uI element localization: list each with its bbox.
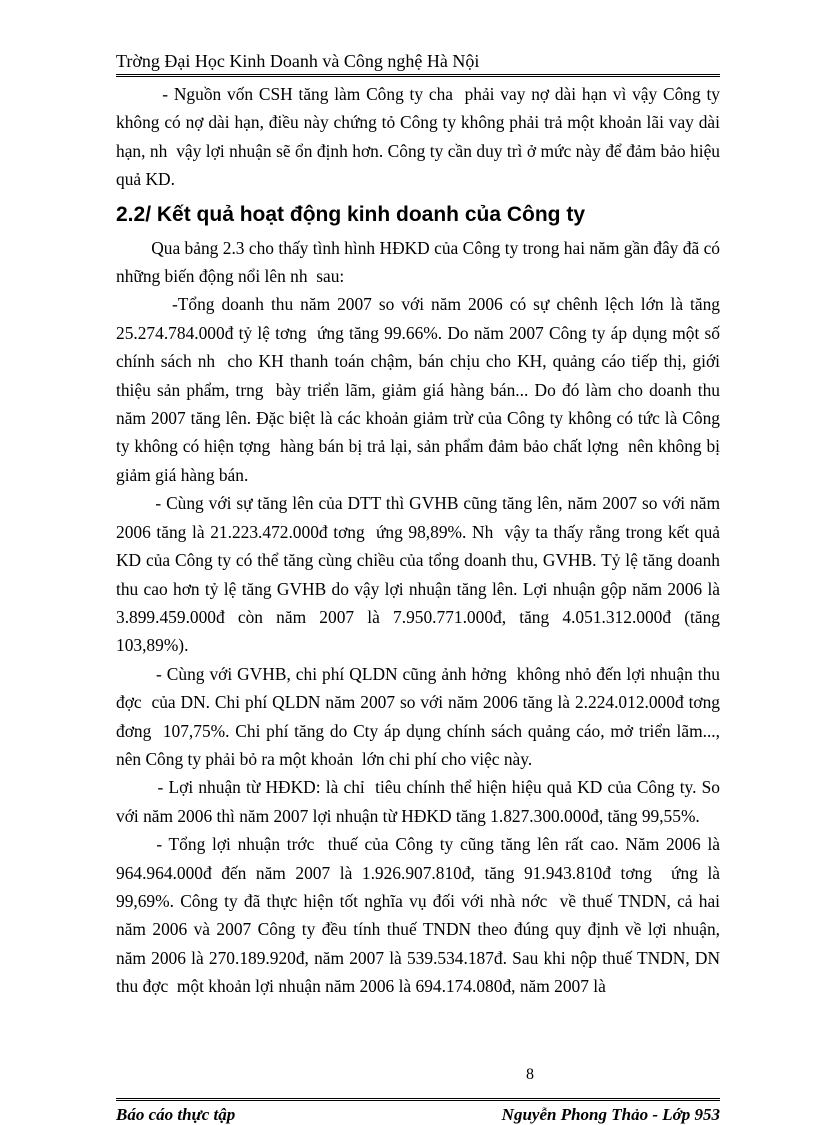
footer-left: Báo cáo thực tập (116, 1105, 236, 1124)
paragraph: - Cùng với sự tăng lên của DTT thì GVHB cũng tăng lên, năm 2007 so với năm 2006 tăng là 21.223.472.000đ tơng ứng 98,89%. Nh vậy ta thấy rằng trong kết quả KD của Công ty có thể tăng cùng chiều của tổng doanh thu, GVHB. Tỷ lệ tăng doanh thu cao hơn tỷ lệ tăng GVHB do vậy lợi nhuận tăng lên. Lợi nhuận gộp năm 2006 là 3.899.459.000đ còn năm 2007 là 7.950.771.000đ, tăng 4.051.312.000đ (tăng 103,89%). (116, 493, 725, 656)
paragraph: Qua bảng 2.3 cho thấy tình hình HĐKD của Công ty trong hai năm gần đây đã có những biến động nổi lên nh sau: (116, 237, 725, 287)
paragraph: -Tổng doanh thu năm 2007 so với năm 2006 có sự chênh lệch lớn là tăng 25.274.784.000đ tỷ lệ tơng ứng tăng 99.66%. Do năm 2007 Công ty áp dụng một số chính sách nh cho KH thanh toán chậm, bán chịu cho KH, quảng cáo tiếp thị, giới thiệu sản phẩm, trng bày triển lãm, giảm giá hàng bán... Do đó làm cho doanh thu năm 2007 tăng lên. Đặc biệt là các khoản giảm trừ của Công ty không có tức là Công ty không có hiện tợng hàng bán bị trả lại, sản phẩm đảm bảo chất lợng nên không bị giảm giá hàng bán. (116, 294, 725, 485)
footer-right: Nguyễn Phong Thảo - Lớp 953 (501, 1105, 720, 1124)
running-header (116, 50, 720, 77)
paragraph: - Tổng lợi nhuận trớc thuế của Công ty cũng tăng lên rất cao. Năm 2006 là 964.964.000đ đến năm 2007 là 1.926.907.810đ, tăng 91.943.810đ tơng ứng là 99,69%. Công ty đã thực hiện tốt nghĩa vụ đối với nhà nớc về thuế TNDN, cả hai năm 2006 và 2007 Công ty đều tính thuế TNDN theo đúng quy định về lợi nhuận, năm 2006 là 270.189.920đ, năm 2007 là 539.534.187đ. Sau khi nộp thuế TNDN, DN thu đợc một khoản lợi nhuận năm 2006 là 694.174.080đ, năm 2007 là (116, 834, 725, 997)
page-number: 8 (526, 1066, 534, 1083)
paragraph: - Cùng với GVHB, chi phí QLDN cũng ảnh hởng không nhỏ đến lợi nhuận thu đợc của DN. Chi phí QLDN năm 2007 so với năm 2006 tăng là 2.224.012.000đ tơng đơng 107,75%. Chi phí tăng do Cty áp dụng chính sách quảng cáo, mở triển lãm..., nên Công ty phải bỏ ra một khoản lớn chi phí cho việc này. (116, 663, 729, 769)
section-heading: 2.2/ Kết quả hoạt động kinh doanh của Công ty (116, 202, 586, 226)
page-content (116, 80, 729, 1001)
paragraph: - Lợi nhuận từ HĐKD: là chỉ tiêu chính thể hiện hiệu quả KD của Công ty. So với năm 2006 thì năm 2007 lợi nhuận từ HĐKD tăng 1.827.300.000đ, tăng 99,55%. (116, 777, 725, 826)
paragraph: - Nguồn vốn CSH tăng làm Công ty cha phải vay nợ dài hạn vì vậy Công ty không có nợ dài hạn, điều này chứng tỏ Công ty không phải trả một khoản lãi vay dài hạn, nh vậy lợi nhuận sẽ ổn định hơn. Công ty cần duy trì ở mức này để đảm bảo hiệu quả KD. (116, 84, 725, 190)
header-title: Trờng Đại Học Kinh Doanh và Công nghệ Hà Nội (116, 51, 480, 71)
running-footer (116, 1098, 720, 1125)
